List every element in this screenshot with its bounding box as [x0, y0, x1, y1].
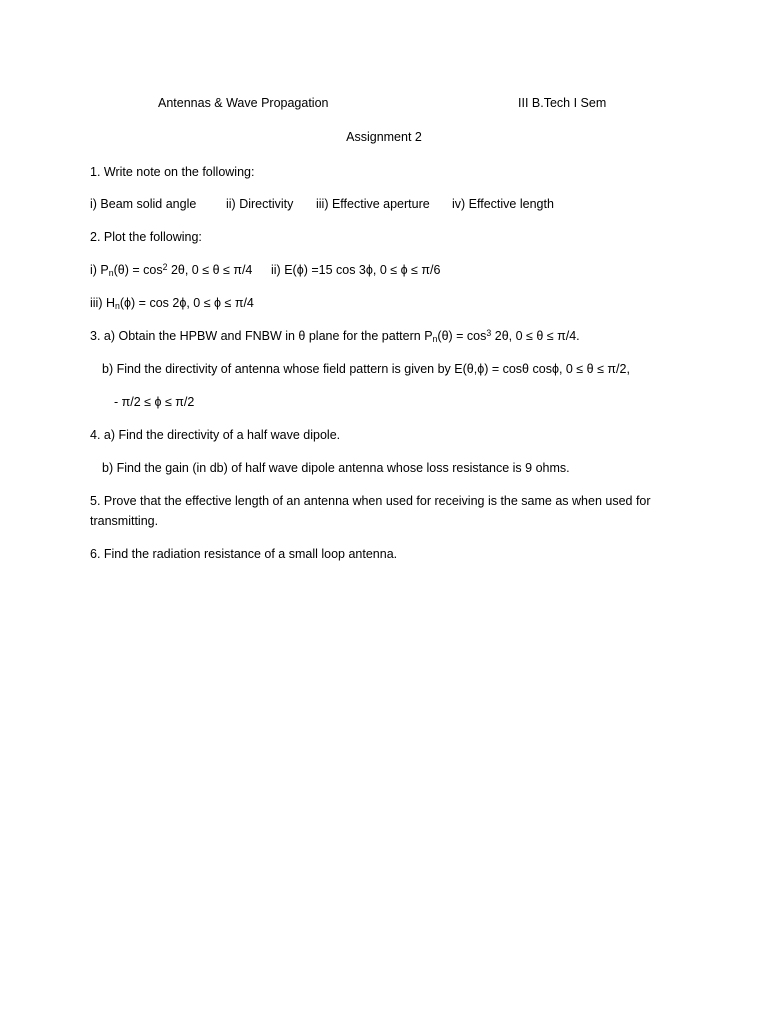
- question-6: 6. Find the radiation resistance of a small loop antenna.: [90, 547, 398, 561]
- question-2-heading: 2. Plot the following:: [90, 230, 202, 244]
- question-4a: 4. a) Find the directivity of a half wave dipole.: [90, 428, 341, 442]
- q2-iii-suffix: (ϕ) = cos 2ϕ, 0 ≤ ϕ ≤ π/4: [119, 296, 254, 310]
- question-5: 5. Prove that the effective length of an antenna when used for receiving is the same as when used for transmitting.: [90, 494, 651, 528]
- q1-item-directivity: ii) Directivity: [226, 197, 294, 211]
- question-4b: b) Find the gain (in db) of half wave dipole antenna whose loss resistance is 9 ohms.: [102, 461, 570, 475]
- q3a-superscript: 3: [486, 328, 492, 339]
- q3a-suffix: 2θ, 0 ≤ θ ≤ π/4.: [491, 329, 580, 343]
- q2-iii-prefix: iii) H: [90, 296, 115, 310]
- question-2-row-2: [90, 295, 254, 311]
- question-1-items: [90, 196, 554, 212]
- question-3b-continuation: - π/2 ≤ ϕ ≤ π/2: [114, 395, 195, 409]
- assignment-title: Assignment 2: [346, 130, 422, 144]
- question-3a: [90, 328, 580, 344]
- question-3b: b) Find the directivity of antenna whose field pattern is given by E(θ,ϕ) = cosθ cosϕ, 0 ≤ θ ≤ π/2,: [102, 362, 630, 376]
- q3a-mid: (θ) = cos: [437, 329, 487, 343]
- q1-item-beam-solid-angle: i) Beam solid angle: [90, 197, 197, 211]
- question-2-row-1: [90, 262, 440, 278]
- q1-item-effective-length: iv) Effective length: [452, 197, 554, 211]
- q2-i-superscript: 2: [162, 262, 168, 273]
- course-title: Antennas & Wave Propagation: [158, 96, 329, 110]
- q3a-prefix: 3. a) Obtain the HPBW and FNBW in θ plane for the pattern P: [90, 329, 433, 343]
- q2-item-i: [90, 262, 271, 278]
- question-1-heading: 1. Write note on the following:: [90, 165, 255, 179]
- q1-item-effective-aperture: iii) Effective aperture: [316, 197, 430, 211]
- q2-iii-subscript: n: [115, 301, 120, 312]
- q2-i-mid: (θ) = cos: [113, 263, 163, 277]
- q2-i-subscript: n: [108, 268, 114, 279]
- q2-i-prefix: i) P: [90, 263, 109, 277]
- q2-item-ii: ii) E(ϕ) =15 cos 3ϕ, 0 ≤ ϕ ≤ π/6: [271, 263, 441, 277]
- class-label: III B.Tech I Sem: [518, 96, 607, 110]
- q3a-subscript: n: [432, 334, 438, 345]
- q2-i-suffix: 2θ, 0 ≤ θ ≤ π/4: [167, 263, 253, 277]
